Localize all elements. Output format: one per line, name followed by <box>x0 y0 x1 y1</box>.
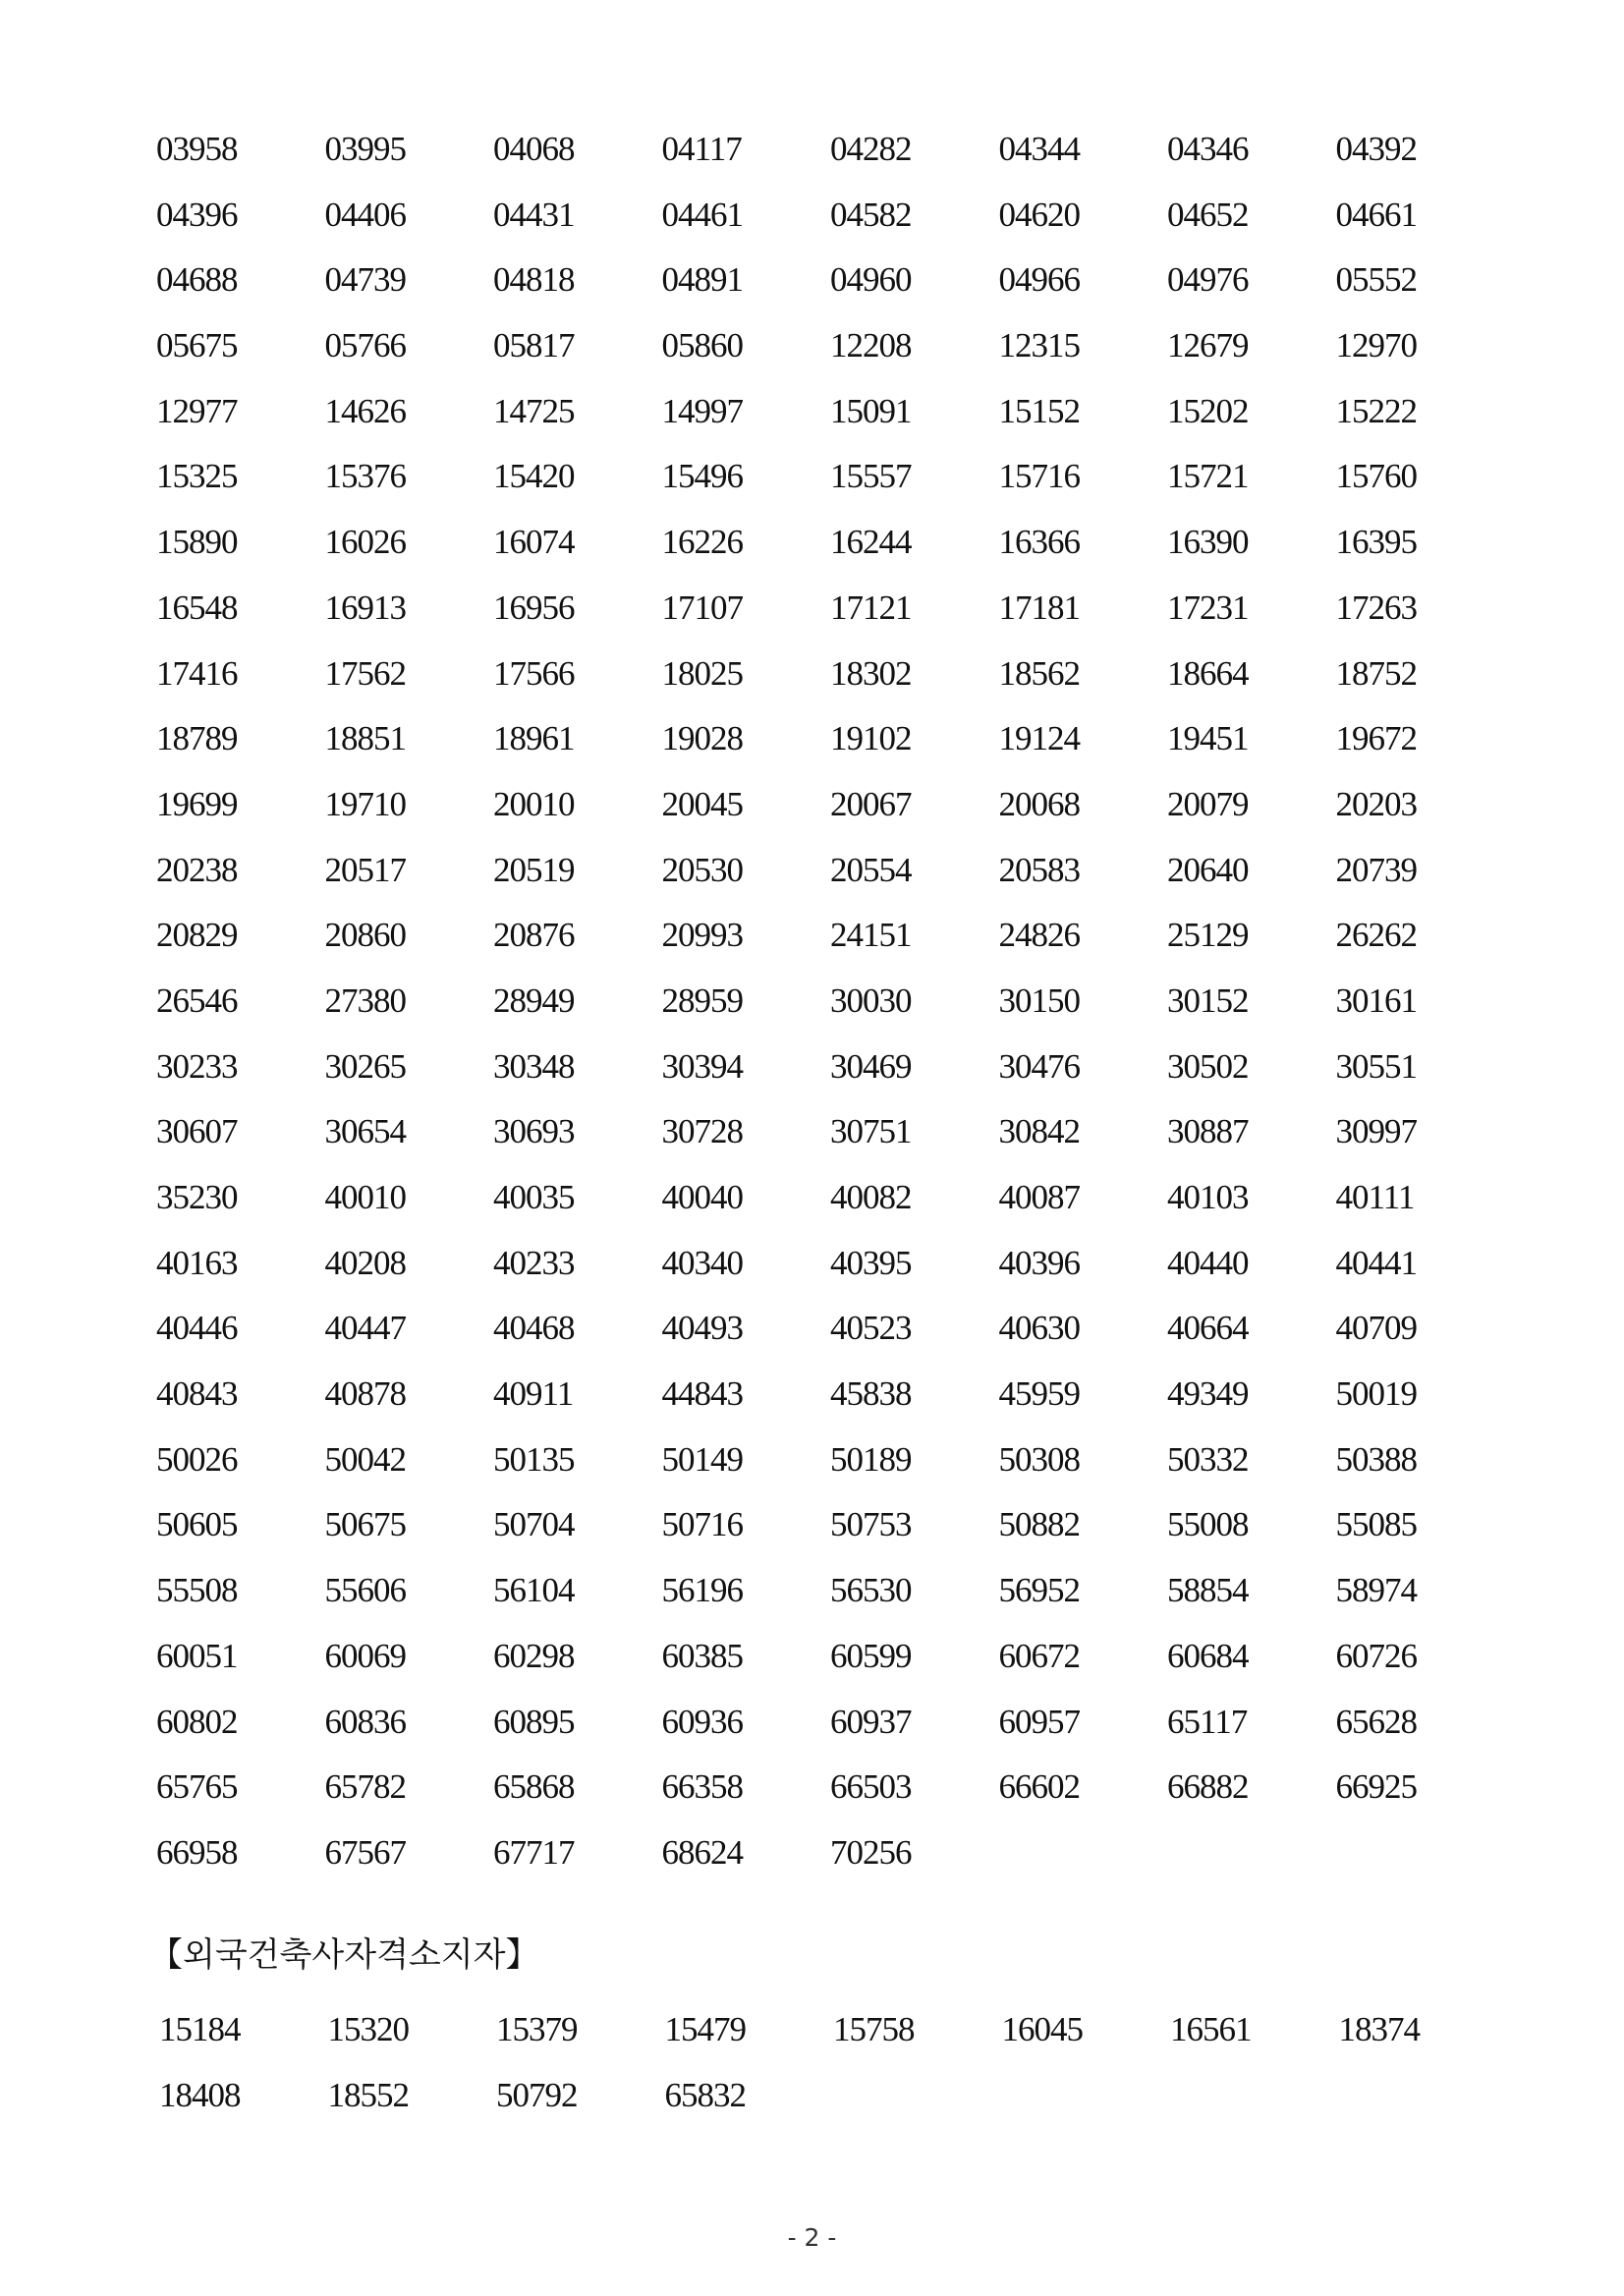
registration-number: 04431 <box>493 195 575 234</box>
registration-number: 20517 <box>324 850 406 889</box>
registration-number: 15557 <box>830 457 912 496</box>
registration-number: 40709 <box>1335 1309 1417 1348</box>
registration-number: 67717 <box>493 1832 575 1872</box>
registration-number: 05675 <box>156 326 238 365</box>
registration-number: 60802 <box>156 1702 238 1741</box>
registration-number: 17181 <box>998 588 1080 627</box>
registration-number: 40208 <box>324 1243 406 1282</box>
registration-number: 04406 <box>324 195 406 234</box>
registration-number: 50704 <box>493 1505 575 1544</box>
registration-number: 30161 <box>1335 980 1417 1020</box>
registration-number: 66882 <box>1167 1767 1249 1807</box>
registration-number: 40446 <box>156 1309 238 1348</box>
registration-number: 40493 <box>661 1309 743 1348</box>
registration-number: 60051 <box>156 1636 238 1675</box>
registration-number: 20067 <box>830 784 912 823</box>
registration-number: 40878 <box>324 1374 406 1414</box>
registration-number: 15890 <box>156 523 238 562</box>
registration-number: 04960 <box>830 260 912 300</box>
registration-number: 60895 <box>493 1702 575 1741</box>
registration-number: 40087 <box>998 1178 1080 1216</box>
registration-number: 45838 <box>830 1374 912 1414</box>
registration-number: 40664 <box>1167 1309 1249 1348</box>
registration-number: 15091 <box>830 391 912 430</box>
registration-number: 04068 <box>493 130 575 168</box>
registration-number: 04976 <box>1167 260 1249 300</box>
registration-number: 15320 <box>327 2010 409 2048</box>
registration-number: 18664 <box>1167 653 1249 693</box>
registration-number: 04688 <box>156 260 238 300</box>
registration-number: 04966 <box>998 260 1080 300</box>
registration-number: 30997 <box>1335 1112 1417 1151</box>
registration-number: 15721 <box>1167 457 1249 496</box>
registration-number: 15202 <box>1167 391 1249 430</box>
registration-number: 20203 <box>1335 784 1417 823</box>
registration-number: 30233 <box>156 1046 238 1086</box>
registration-number: 40630 <box>998 1309 1080 1348</box>
registration-number: 68624 <box>661 1832 743 1872</box>
registration-number: 16956 <box>493 588 575 627</box>
registration-number: 30030 <box>830 980 912 1020</box>
registration-number: 30502 <box>1167 1046 1249 1086</box>
registration-number: 18789 <box>156 719 238 758</box>
registration-number: 50605 <box>156 1505 238 1544</box>
registration-number: 55085 <box>1335 1505 1417 1544</box>
registration-number: 40843 <box>156 1374 238 1414</box>
registration-number: 65117 <box>1167 1702 1248 1741</box>
registration-number: 16026 <box>324 523 406 562</box>
registration-number: 17121 <box>830 588 912 627</box>
registration-number: 40468 <box>493 1309 575 1348</box>
registration-number: 16045 <box>1001 2010 1083 2048</box>
registration-number: 30607 <box>156 1112 238 1151</box>
registration-number: 50135 <box>493 1439 575 1479</box>
registration-number: 15184 <box>159 2010 241 2048</box>
registration-number: 04582 <box>830 195 912 234</box>
registration-number: 20876 <box>493 916 575 955</box>
registration-number: 30654 <box>324 1112 406 1151</box>
registration-number: 20640 <box>1167 850 1249 889</box>
registration-number: 04396 <box>156 195 238 234</box>
registration-number: 14997 <box>661 391 743 430</box>
registration-number: 56196 <box>661 1571 743 1610</box>
registration-number: 20739 <box>1335 850 1417 889</box>
registration-number: 67567 <box>324 1832 406 1872</box>
registration-number: 04346 <box>1167 130 1249 168</box>
registration-number: 20010 <box>493 784 575 823</box>
registration-number: 60385 <box>661 1636 743 1675</box>
registration-number: 20045 <box>661 784 743 823</box>
registration-number: 18302 <box>830 653 912 693</box>
registration-number: 50753 <box>830 1505 912 1544</box>
registration-number: 20860 <box>324 916 406 955</box>
registration-number: 24151 <box>830 916 912 955</box>
registration-number: 18752 <box>1335 653 1417 693</box>
registration-number: 18025 <box>661 653 743 693</box>
registration-number: 50042 <box>324 1439 406 1479</box>
registration-number: 15325 <box>156 457 238 496</box>
registration-number: 30751 <box>830 1112 912 1151</box>
page-number: - 2 - <box>787 2223 837 2252</box>
registration-number: 04117 <box>661 130 742 168</box>
registration-number: 16366 <box>998 523 1080 562</box>
registration-number: 40440 <box>1167 1243 1249 1282</box>
registration-number: 30693 <box>493 1112 575 1151</box>
registration-number: 19102 <box>830 719 912 758</box>
registration-number: 18961 <box>493 719 575 758</box>
registration-number: 66602 <box>998 1767 1080 1807</box>
registration-number: 30551 <box>1335 1046 1417 1086</box>
registration-number: 66958 <box>156 1832 238 1872</box>
registration-number: 12970 <box>1335 326 1417 365</box>
registration-number: 44843 <box>661 1374 743 1414</box>
registration-number: 55008 <box>1167 1505 1249 1544</box>
registration-number: 66925 <box>1335 1767 1417 1807</box>
registration-number: 20238 <box>156 850 238 889</box>
registration-number: 60298 <box>493 1636 575 1675</box>
registration-number: 50388 <box>1335 1439 1417 1479</box>
registration-number: 56530 <box>830 1571 912 1610</box>
foreign-architect-heading: 【외국건축사자격소지자】 <box>149 1935 539 1975</box>
registration-number: 50149 <box>661 1439 743 1479</box>
registration-number: 16074 <box>493 523 575 562</box>
registration-number: 20554 <box>830 850 912 889</box>
registration-number: 16561 <box>1170 2010 1252 2048</box>
registration-number: 40103 <box>1167 1178 1249 1216</box>
registration-number: 17263 <box>1335 588 1417 627</box>
registration-number: 18562 <box>998 653 1080 693</box>
registration-number-grid <box>156 117 1504 1886</box>
registration-number: 17416 <box>156 653 238 693</box>
registration-number: 24826 <box>998 916 1080 955</box>
registration-number: 18374 <box>1338 2010 1420 2048</box>
registration-number: 19710 <box>324 784 406 823</box>
registration-number: 20068 <box>998 784 1080 823</box>
registration-number: 40035 <box>493 1178 575 1216</box>
registration-number: 55606 <box>324 1571 406 1610</box>
registration-number: 03958 <box>156 130 238 168</box>
registration-number: 15376 <box>324 457 406 496</box>
registration-number: 40111 <box>1335 1178 1415 1216</box>
registration-number: 60599 <box>830 1636 912 1675</box>
registration-number: 16395 <box>1335 523 1417 562</box>
registration-number: 50019 <box>1335 1374 1417 1414</box>
registration-number: 15716 <box>998 457 1080 496</box>
registration-number: 40233 <box>493 1243 575 1282</box>
registration-number: 60937 <box>830 1702 912 1741</box>
registration-number: 49349 <box>1167 1374 1249 1414</box>
registration-number: 15496 <box>661 457 743 496</box>
registration-number: 14725 <box>493 391 575 430</box>
registration-number: 18851 <box>324 719 406 758</box>
registration-number: 40447 <box>324 1309 406 1348</box>
registration-number: 15760 <box>1335 457 1417 496</box>
registration-number: 15420 <box>493 457 575 496</box>
registration-number: 40040 <box>661 1178 743 1216</box>
registration-number: 19451 <box>1167 719 1249 758</box>
registration-number: 30469 <box>830 1046 912 1086</box>
registration-number: 04661 <box>1335 195 1417 234</box>
registration-number: 20993 <box>661 916 743 955</box>
registration-number: 18408 <box>159 2075 241 2114</box>
registration-number: 12208 <box>830 326 912 365</box>
registration-number: 20519 <box>493 850 575 889</box>
registration-number: 27380 <box>324 980 406 1020</box>
registration-number: 50716 <box>661 1505 743 1544</box>
registration-number: 28949 <box>493 980 575 1020</box>
registration-number: 19124 <box>998 719 1080 758</box>
registration-number: 35230 <box>156 1178 238 1216</box>
registration-number: 04818 <box>493 260 575 300</box>
registration-number: 40163 <box>156 1243 238 1282</box>
registration-number: 40911 <box>493 1374 574 1414</box>
registration-number: 45959 <box>998 1374 1080 1414</box>
registration-number: 17562 <box>324 653 406 693</box>
registration-number: 40441 <box>1335 1243 1417 1282</box>
registration-number: 50189 <box>830 1439 912 1479</box>
registration-number: 50332 <box>1167 1439 1249 1479</box>
registration-number: 05552 <box>1335 260 1417 300</box>
registration-number: 56104 <box>493 1571 575 1610</box>
registration-number: 65868 <box>493 1767 575 1807</box>
registration-number: 65765 <box>156 1767 238 1807</box>
registration-number: 12315 <box>998 326 1080 365</box>
registration-number: 60672 <box>998 1636 1080 1675</box>
registration-number: 40396 <box>998 1243 1080 1282</box>
registration-number: 30887 <box>1167 1112 1249 1151</box>
registration-number: 17566 <box>493 653 575 693</box>
registration-number: 15479 <box>664 2010 746 2048</box>
registration-number: 25129 <box>1167 916 1249 955</box>
registration-number: 26546 <box>156 980 238 1020</box>
registration-number: 30728 <box>661 1112 743 1151</box>
registration-number: 60069 <box>324 1636 406 1675</box>
registration-number: 15222 <box>1335 391 1417 430</box>
registration-number: 04392 <box>1335 130 1417 168</box>
registration-number: 12977 <box>156 391 238 430</box>
registration-number: 66503 <box>830 1767 912 1807</box>
registration-number: 17231 <box>1167 588 1249 627</box>
registration-number: 65782 <box>324 1767 406 1807</box>
registration-number: 30150 <box>998 980 1080 1020</box>
registration-number: 04739 <box>324 260 406 300</box>
registration-number: 30394 <box>661 1046 743 1086</box>
registration-number: 30476 <box>998 1046 1080 1086</box>
registration-number: 16390 <box>1167 523 1249 562</box>
registration-number: 60684 <box>1167 1636 1249 1675</box>
registration-number: 26262 <box>1335 916 1417 955</box>
registration-number: 20079 <box>1167 784 1249 823</box>
registration-number: 28959 <box>661 980 743 1020</box>
registration-number: 12679 <box>1167 326 1249 365</box>
registration-number: 65832 <box>664 2075 746 2114</box>
registration-number: 40395 <box>830 1243 912 1282</box>
registration-number: 55508 <box>156 1571 238 1610</box>
registration-number: 19699 <box>156 784 238 823</box>
registration-number: 16226 <box>661 523 743 562</box>
registration-number: 04891 <box>661 260 743 300</box>
registration-number: 05817 <box>493 326 575 365</box>
registration-number: 40340 <box>661 1243 743 1282</box>
registration-number: 14626 <box>324 391 406 430</box>
registration-number: 15758 <box>833 2010 915 2048</box>
registration-number: 20829 <box>156 916 238 955</box>
registration-number: 16913 <box>324 588 406 627</box>
registration-number: 04461 <box>661 195 743 234</box>
registration-number: 65628 <box>1335 1702 1417 1741</box>
registration-number: 03995 <box>324 130 406 168</box>
registration-number: 17107 <box>661 588 743 627</box>
registration-number: 40523 <box>830 1309 912 1348</box>
registration-number: 04282 <box>830 130 912 168</box>
registration-number: 60936 <box>661 1702 743 1741</box>
foreign-registration-number-grid <box>159 1997 1507 2128</box>
registration-number: 58974 <box>1335 1571 1417 1610</box>
registration-number: 30265 <box>324 1046 406 1086</box>
registration-number: 30842 <box>998 1112 1080 1151</box>
registration-number: 40082 <box>830 1178 912 1216</box>
registration-number: 04344 <box>998 130 1080 168</box>
registration-number: 15379 <box>496 2010 578 2048</box>
registration-number: 50792 <box>496 2075 578 2114</box>
registration-number: 40010 <box>324 1178 406 1216</box>
registration-number: 70256 <box>830 1832 912 1872</box>
registration-number: 05766 <box>324 326 406 365</box>
registration-number: 20530 <box>661 850 743 889</box>
registration-number: 56952 <box>998 1571 1080 1610</box>
registration-number: 05860 <box>661 326 743 365</box>
registration-number: 15152 <box>998 391 1080 430</box>
registration-number: 16244 <box>830 523 912 562</box>
registration-number: 30348 <box>493 1046 575 1086</box>
registration-number: 50675 <box>324 1505 406 1544</box>
registration-number: 50882 <box>998 1505 1080 1544</box>
registration-number: 19028 <box>661 719 743 758</box>
registration-number: 60957 <box>998 1702 1080 1741</box>
registration-number: 58854 <box>1167 1571 1249 1610</box>
registration-number: 04652 <box>1167 195 1249 234</box>
registration-number: 19672 <box>1335 719 1417 758</box>
registration-number: 66358 <box>661 1767 743 1807</box>
registration-number: 50026 <box>156 1439 238 1479</box>
registration-number: 18552 <box>327 2075 409 2114</box>
registration-number: 60836 <box>324 1702 406 1741</box>
registration-number: 60726 <box>1335 1636 1417 1675</box>
registration-number: 50308 <box>998 1439 1080 1479</box>
registration-number: 20583 <box>998 850 1080 889</box>
registration-number: 04620 <box>998 195 1080 234</box>
registration-number: 16548 <box>156 588 238 627</box>
registration-number: 30152 <box>1167 980 1249 1020</box>
